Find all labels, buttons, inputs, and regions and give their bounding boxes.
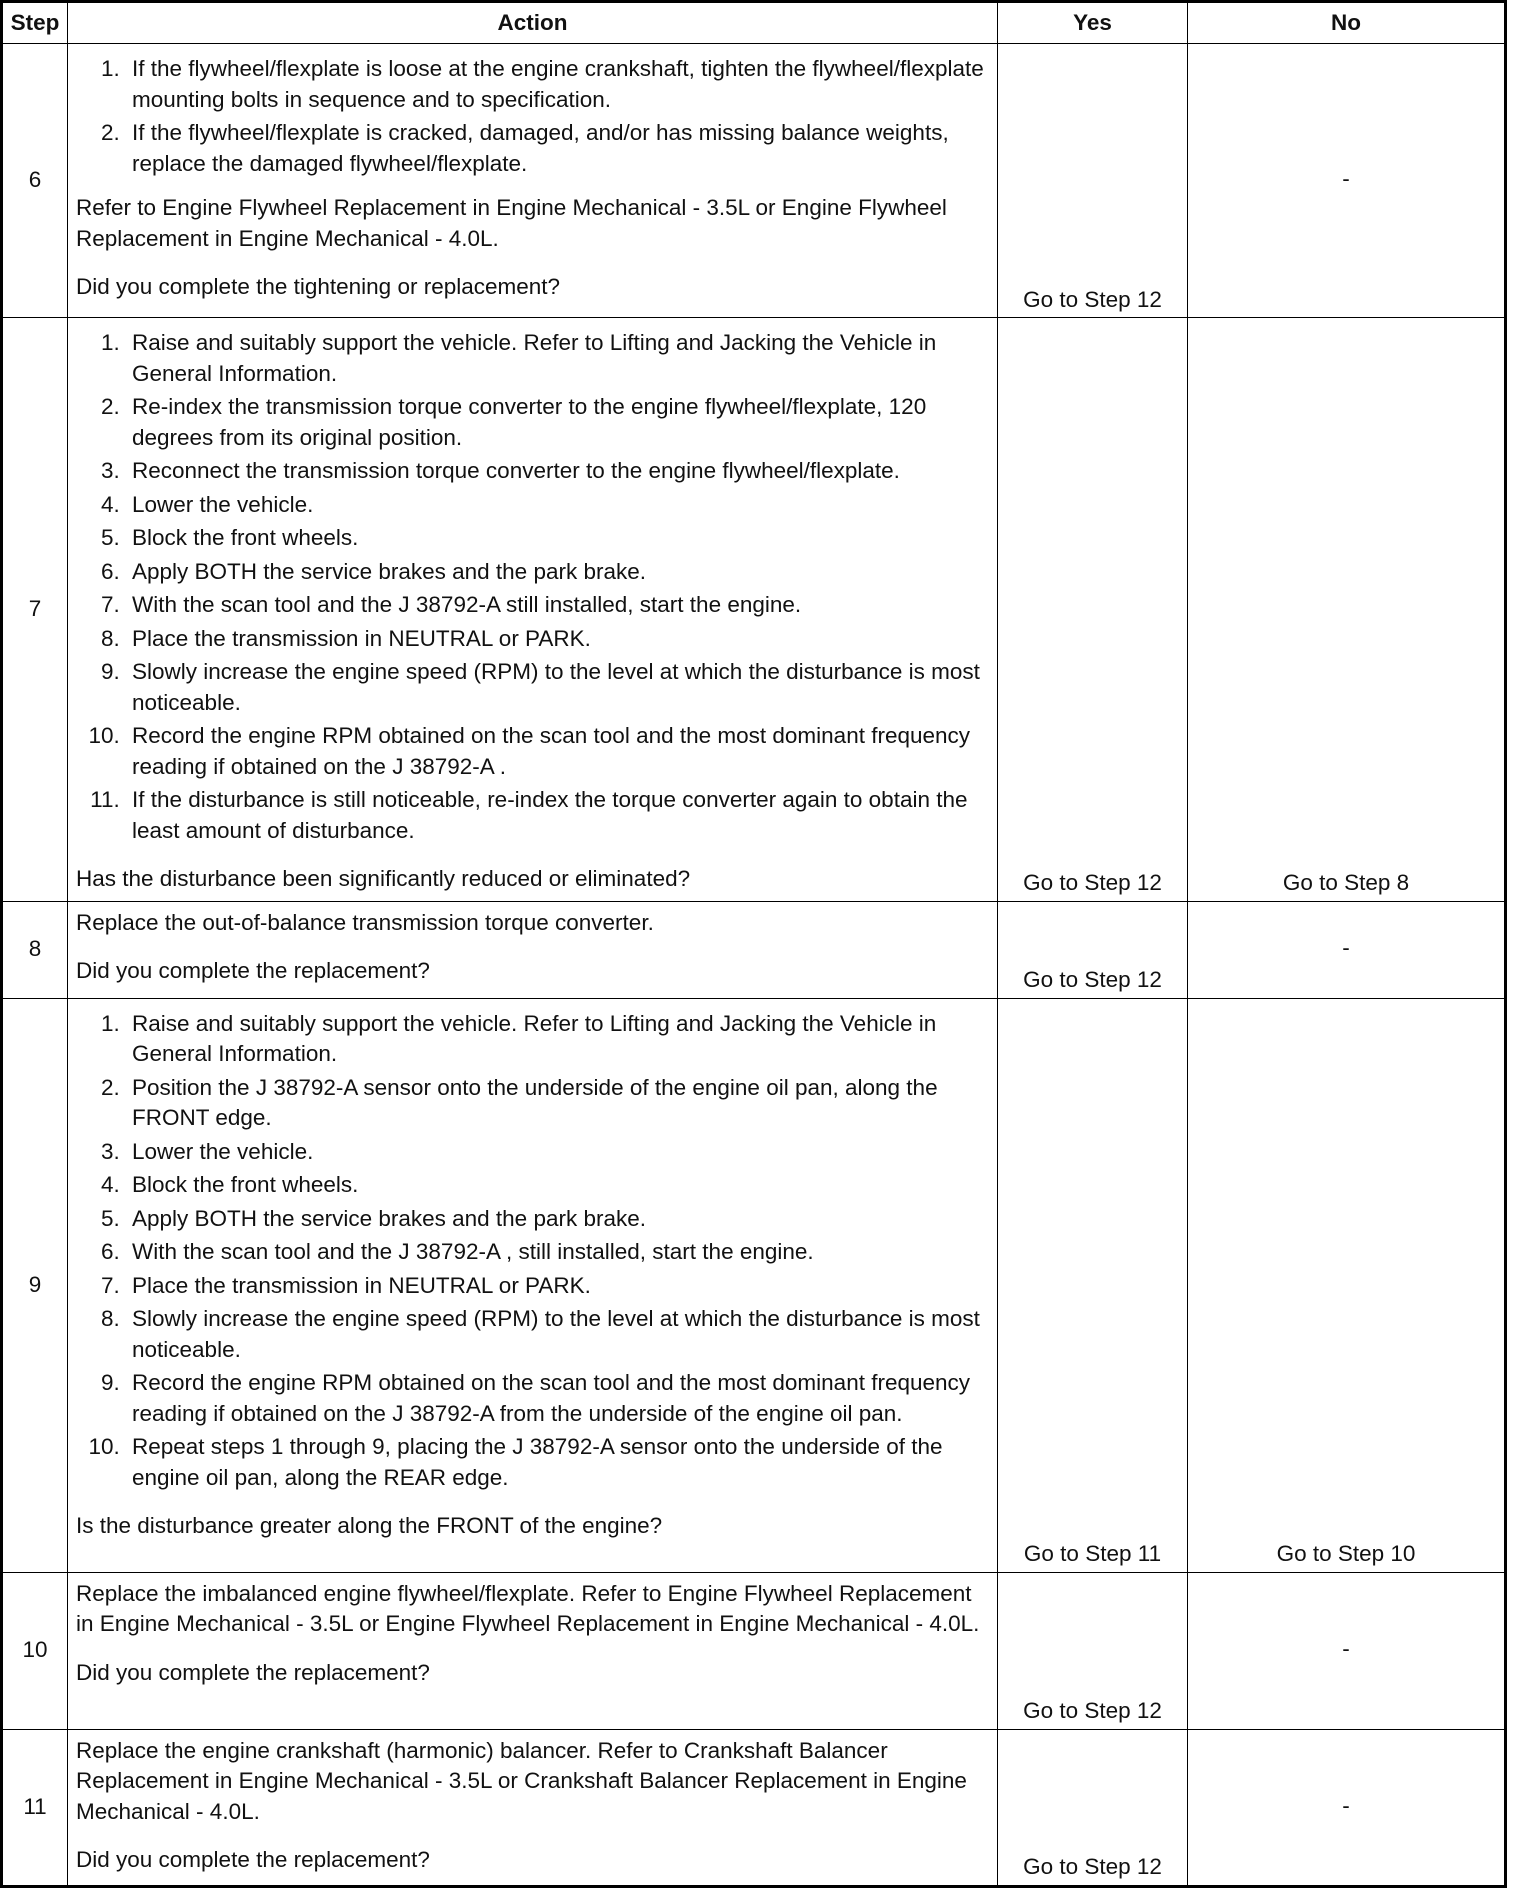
no-result: - xyxy=(1188,901,1506,998)
yes-result: Go to Step 12 xyxy=(998,901,1188,998)
action-list-item: 7. With the scan tool and the J 38792-A still installed, start the engine. xyxy=(126,590,989,621)
action-list-item: 5. Block the front wheels. xyxy=(126,523,989,554)
table-row xyxy=(2,998,1506,1572)
action-list-item: 3. Reconnect the transmission torque converter to the engine flywheel/flexplate. xyxy=(126,456,989,487)
table-row xyxy=(2,44,1506,318)
header-step: Step xyxy=(2,2,68,44)
action-list-item: 6. Apply BOTH the service brakes and the park brake. xyxy=(126,557,989,588)
action-list-item: 9. Slowly increase the engine speed (RPM) to the level at which the disturbance is most noticeable. xyxy=(126,657,989,718)
action-list-item: 2. If the flywheel/flexplate is cracked, damaged, and/or has missing balance weights, replace the damaged flywheel/flexplate. xyxy=(126,118,989,179)
action-cell xyxy=(68,901,998,998)
header-row xyxy=(2,2,1506,44)
no-result: - xyxy=(1188,1572,1506,1729)
action-list-item: 10. Repeat steps 1 through 9, placing the J 38792-A sensor onto the underside of the engine oil pan, along the REAR edge. xyxy=(126,1432,989,1493)
action-cell xyxy=(68,1572,998,1729)
yes-result: Go to Step 12 xyxy=(998,318,1188,902)
action-question: Did you complete the tightening or replacement? xyxy=(76,274,561,299)
yes-result: Go to Step 12 xyxy=(998,1572,1188,1729)
action-list-item: 6. With the scan tool and the J 38792-A , still installed, start the engine. xyxy=(126,1237,989,1268)
action-list-item: 1. If the flywheel/flexplate is loose at the engine crankshaft, tighten the flywheel/flexplate mounting bolts in sequence and to specification. xyxy=(126,54,989,115)
action-paragraph: Refer to Engine Flywheel Replacement in Engine Mechanical - 3.5L or Engine Flywheel Replacement in Engine Mechanical - 4.0L. xyxy=(76,195,947,251)
table-row xyxy=(2,1572,1506,1729)
no-result: - xyxy=(1188,1729,1506,1886)
action-list-item: 10. Record the engine RPM obtained on the scan tool and the most dominant frequency reading if obtained on the J 38792-A . xyxy=(126,721,989,782)
action-paragraph: Replace the imbalanced engine flywheel/flexplate. Refer to Engine Flywheel Replacement in Engine Mechanical - 3.5L or Engine Flywheel Replacement in Engine Mechanical - 4.0L. xyxy=(76,1580,980,1636)
table-row xyxy=(2,1729,1506,1886)
header-no: No xyxy=(1188,2,1506,44)
action-cell xyxy=(68,998,998,1572)
action-paragraph: Replace the engine crankshaft (harmonic) balancer. Refer to Crankshaft Balancer Replacement in Engine Mechanical - 3.5L or Crankshaft Balancer Replacement in Engine Mechanical - 4.0L. xyxy=(76,1737,967,1824)
table-row xyxy=(2,318,1506,902)
step-number: 8 xyxy=(2,901,68,998)
action-list-item: 7. Place the transmission in NEUTRAL or PARK. xyxy=(126,1271,989,1302)
action-cell xyxy=(68,44,998,318)
action-list xyxy=(76,328,989,846)
action-list-item: 11. If the disturbance is still noticeable, re-index the torque converter again to obtain the least amount of disturbance. xyxy=(126,785,989,846)
yes-result: Go to Step 11 xyxy=(998,998,1188,1572)
action-cell xyxy=(68,318,998,902)
action-list-item: 1. Raise and suitably support the vehicle. Refer to Lifting and Jacking the Vehicle in General Information. xyxy=(126,328,989,389)
action-list-item: 4. Block the front wheels. xyxy=(126,1170,989,1201)
step-number: 10 xyxy=(2,1572,68,1729)
action-list xyxy=(76,54,989,179)
table-row xyxy=(2,901,1506,998)
action-question: Is the disturbance greater along the FRONT of the engine? xyxy=(76,1513,663,1538)
step-number: 6 xyxy=(2,44,68,318)
action-question: Did you complete the replacement? xyxy=(76,958,430,983)
action-list-item: 8. Slowly increase the engine speed (RPM) to the level at which the disturbance is most noticeable. xyxy=(126,1304,989,1365)
action-list xyxy=(76,1009,989,1494)
header-yes: Yes xyxy=(998,2,1188,44)
action-question: Has the disturbance been significantly reduced or eliminated? xyxy=(76,866,691,891)
action-list-item: 2. Re-index the transmission torque converter to the engine flywheel/flexplate, 120 degrees from its original position. xyxy=(126,392,989,453)
action-list-item: 5. Apply BOTH the service brakes and the park brake. xyxy=(126,1204,989,1235)
yes-result: Go to Step 12 xyxy=(998,1729,1188,1886)
action-question: Did you complete the replacement? xyxy=(76,1659,430,1685)
action-list-item: 3. Lower the vehicle. xyxy=(126,1137,989,1168)
step-number: 7 xyxy=(2,318,68,902)
no-result: - xyxy=(1188,44,1506,318)
action-list-item: 1. Raise and suitably support the vehicle. Refer to Lifting and Jacking the Vehicle in General Information. xyxy=(126,1009,989,1070)
action-list-item: 9. Record the engine RPM obtained on the scan tool and the most dominant frequency reading if obtained on the J 38792-A from the underside of the engine oil pan. xyxy=(126,1368,989,1429)
action-list-item: 4. Lower the vehicle. xyxy=(126,490,989,521)
action-cell xyxy=(68,1729,998,1886)
header-action: Action xyxy=(68,2,998,44)
action-list-item: 8. Place the transmission in NEUTRAL or PARK. xyxy=(126,624,989,655)
no-result: Go to Step 10 xyxy=(1188,998,1506,1572)
action-paragraph: Replace the out-of-balance transmission torque converter. xyxy=(76,909,654,935)
step-number: 11 xyxy=(2,1729,68,1886)
action-question: Did you complete the replacement? xyxy=(76,1847,430,1872)
yes-result: Go to Step 12 xyxy=(998,44,1188,318)
step-number: 9 xyxy=(2,998,68,1572)
action-list-item: 2. Position the J 38792-A sensor onto the underside of the engine oil pan, along the FRONT edge. xyxy=(126,1073,989,1134)
no-result: Go to Step 8 xyxy=(1188,318,1506,902)
table-body xyxy=(2,44,1506,1887)
